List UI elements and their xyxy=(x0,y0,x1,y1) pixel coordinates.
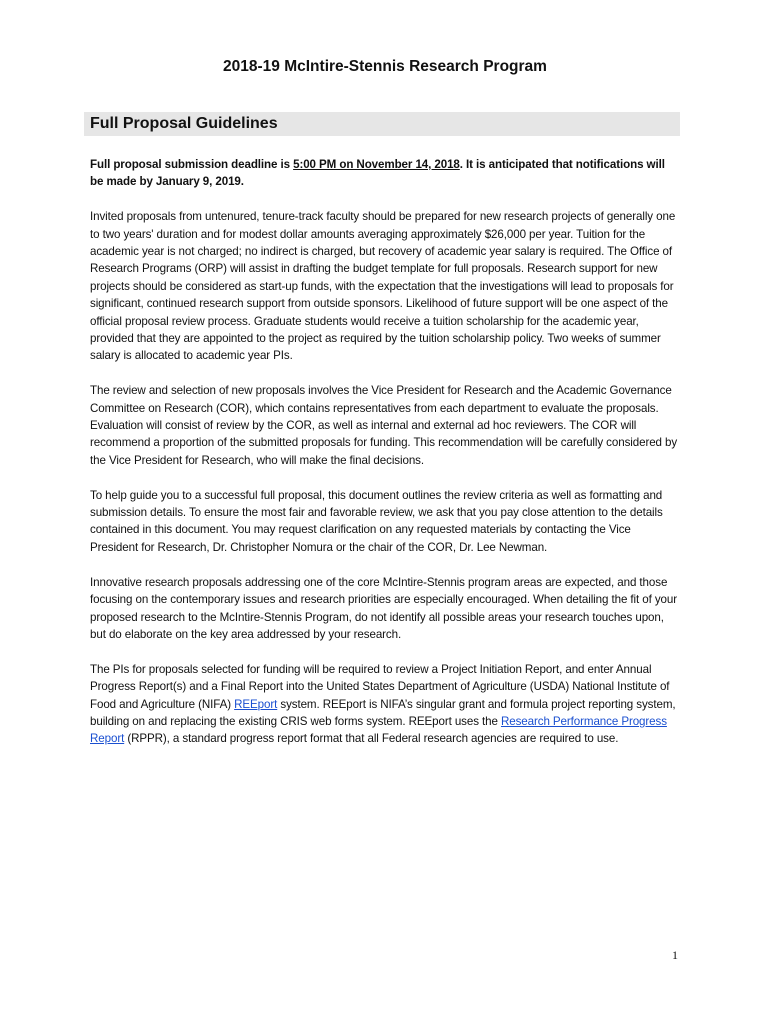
section-heading: Full Proposal Guidelines xyxy=(84,112,680,136)
reporting-text-3: (RPPR), a standard progress report format that all Federal research agencies are required to use. xyxy=(124,732,619,746)
document-body xyxy=(90,156,680,765)
paragraph-reporting xyxy=(90,661,680,748)
reporting-text-1: The PIs for proposals selected for funding will be required to review a Project Initiation Report, and enter Annual Progress Report(s) and a Final Report into the United States Department of Agriculture (USDA) National Institute of Food and Agriculture (NIFA) xyxy=(90,662,670,711)
reeport-link[interactable]: REEport xyxy=(234,697,278,711)
deadline-date: 5:00 PM on November 14, 2018 xyxy=(293,158,460,171)
paragraph-guidance: To help guide you to a successful full proposal, this document outlines the review criteria as well as formatting and submission details. To ensure the most fair and favorable review, we ask that you pay close attention to the details contained in this document. You may request clarification on any requested materials by contacting the Vice President for Research, Dr. Christopher Nomura or the chair of the COR, Dr. Lee Newman. xyxy=(90,488,663,554)
document-title: 2018-19 McIntire-Stennis Research Program xyxy=(223,58,547,75)
rppr-link[interactable]: Research Performance Progress Report xyxy=(90,714,667,746)
deadline-paragraph xyxy=(90,156,680,191)
reporting-text-2: system. REEport is NIFA’s singular grant and formula project reporting system, building on and replacing the existing CRIS web forms system. REEport uses the xyxy=(90,697,676,728)
deadline-suffix: . It is anticipated that notifications will be made by January 9, 2019. xyxy=(90,158,665,189)
paragraph-funding: Invited proposals from untenured, tenure-track faculty should be prepared for new research projects of generally one to two years' duration and for modest dollar amounts averaging approximately $26,000 per year. Tuition for the academic year is not charged; no indirect is charged, but recovery of academic year salary is required. The Office of Research Programs (ORP) will assist in drafting the budget template for full proposals. Research support for new projects should be considered as start-up funds, with the expectation that the investigations will lead to proposals for significant, continued research support from outside sponsors. Likelihood of future support will be one aspect of the official proposal review process. Graduate students would receive a tuition scholarship for the academic year, provided that they are appointed to the project as required by the tuition scholarship policy. Two weeks of summer salary is allocated to academic year PIs. xyxy=(90,210,676,363)
paragraph-research-areas: Innovative research proposals addressing one of the core McIntire-Stennis program areas are expected, and those focusing on the contemporary issues and research priorities are especially encouraged. When detailing the fit of your proposed research to the McIntire-Stennis Program, do not identify all possible areas your research touches upon, but do elaborate on the key area addressed by your research. xyxy=(90,575,677,641)
paragraph-review: The review and selection of new proposals involves the Vice President for Research and the Academic Governance Committee on Research (COR), which contains representatives from each department to evaluate the proposals. Evaluation will consist of review by the COR, as well as internal and external ad hoc reviewers. The COR will recommend a proportion of the submitted proposals for funding. This recommendation will be carefully considered by the Vice President for Research, who will make the final decisions. xyxy=(90,384,678,467)
deadline-prefix: Full proposal submission deadline is xyxy=(90,158,294,171)
page-number: 1 xyxy=(672,948,678,962)
